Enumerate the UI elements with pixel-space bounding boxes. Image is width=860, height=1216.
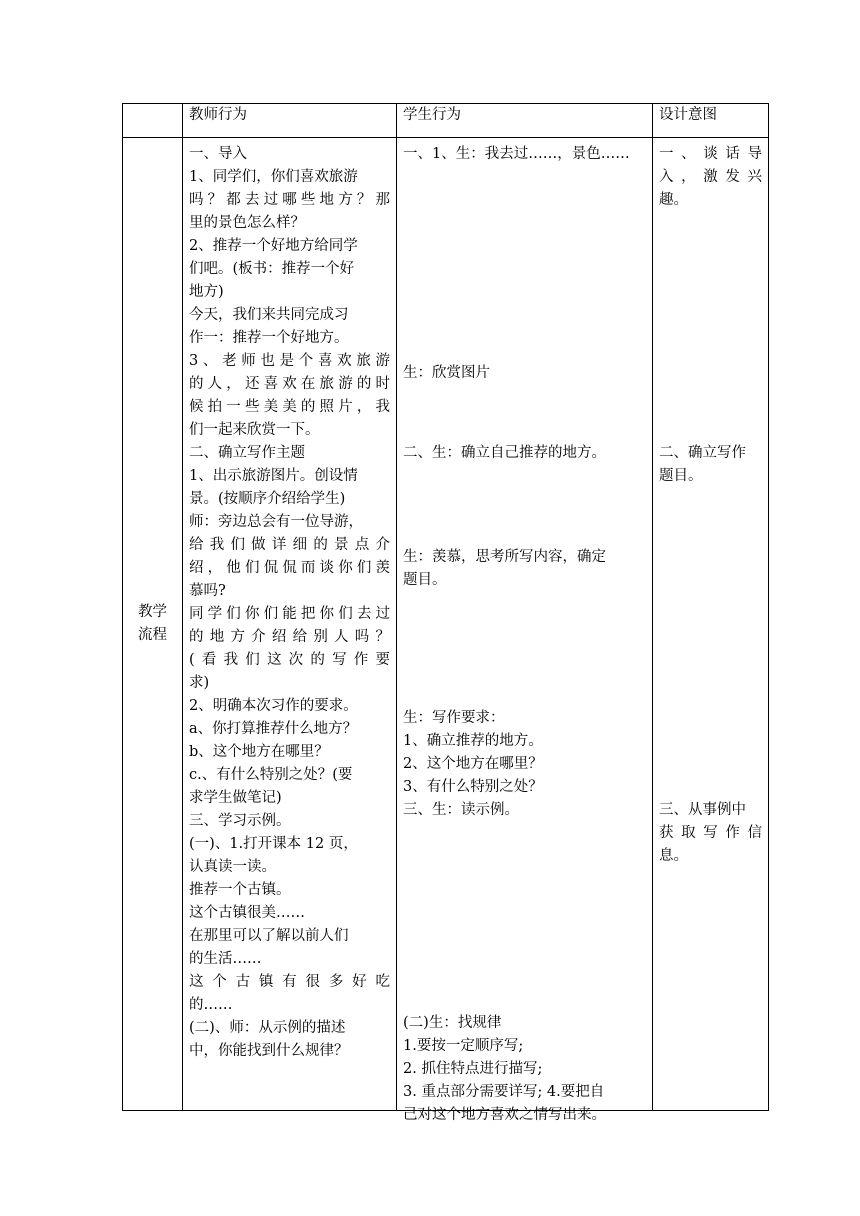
- teacher-line: 师：旁边总会有一位导游，: [189, 514, 363, 530]
- teacher-line: a、你打算推荐什么地方？: [189, 721, 358, 737]
- student-line: 2. 抓住特点进行描写;: [403, 1061, 543, 1078]
- student-line: 3. 重点部分需要详写; 4.要把自: [403, 1084, 605, 1101]
- student-line: 1.要按一定顺序写;: [403, 1038, 524, 1055]
- intent-line: 题目。: [659, 468, 703, 484]
- teacher-line: 一、导入: [189, 146, 247, 162]
- student-line: 二、生：确立自己推荐的地方。: [403, 445, 606, 461]
- teacher-line: 慕吗?: [189, 583, 226, 599]
- intent-line: 一、谈话导: [659, 146, 762, 162]
- teacher-line: 三、学习示例。: [189, 813, 291, 829]
- teacher-line: 二、确立写作主题: [189, 445, 305, 461]
- teacher-line: 中，你能找到什么规律？: [189, 1043, 349, 1059]
- teacher-line: 吗？都去过哪些地方？那: [189, 192, 390, 208]
- header-teacher: 教师行为: [183, 104, 397, 138]
- teacher-line: 景。(按顺序介绍给学生): [189, 491, 346, 507]
- teacher-line: 们吧。(板书：推荐一个好: [189, 261, 355, 277]
- teacher-line: 的生活……: [189, 951, 262, 967]
- body-row: [123, 138, 769, 1111]
- teacher-line: c.、有什么特别之处？(要: [189, 767, 353, 783]
- student-cell: [397, 138, 653, 1124]
- student-line: 生：欣赏图片: [403, 364, 490, 381]
- teacher-line: b、这个地方在哪里？: [189, 744, 329, 760]
- row-label-cell: [123, 138, 183, 1111]
- intent-line: 二、确立写作: [659, 445, 746, 461]
- teacher-line: 求): [189, 675, 210, 691]
- teacher-line: 今天，我们来共同完成习: [189, 307, 349, 323]
- teacher-line: 的……: [189, 997, 233, 1013]
- teacher-line: 的人，还喜欢在旅游的时: [189, 376, 390, 392]
- teacher-line: 同学们你们能把你们去过: [189, 606, 390, 622]
- intent-line: 三、从事例中: [659, 801, 746, 818]
- teacher-line: 2、推荐一个好地方给同学: [189, 238, 358, 254]
- teacher-line: (一)、1.打开课本 12 页，: [189, 836, 358, 852]
- teacher-line: 绍，他们侃侃而谈你们羡: [189, 560, 390, 576]
- header-intent: 设计意图: [653, 104, 769, 138]
- header-student: 学生行为: [397, 104, 653, 138]
- student-line: 生：写作要求：: [403, 709, 505, 726]
- student-line: 3、有什么特别之处？: [403, 778, 543, 795]
- lesson-plan-table: [122, 103, 769, 1124]
- intent-line: 息。: [659, 847, 688, 864]
- teacher-cell: [183, 138, 397, 1111]
- header-row: [123, 104, 769, 138]
- teacher-line: (二)、师：从示例的描述: [189, 1020, 346, 1036]
- teacher-line: 在那里可以了解以前人们: [189, 928, 349, 944]
- intent-line: 入，激发兴: [659, 169, 762, 185]
- student-line: 生：羡慕，思考所写内容，确定: [403, 548, 606, 565]
- teacher-line: 作一：推荐一个好地方。: [189, 330, 349, 346]
- student-line: 三、生：读示例。: [403, 801, 519, 818]
- row-label-line: 教学: [138, 604, 167, 620]
- intent-cell: [653, 138, 769, 1111]
- student-line: 2、这个地方在哪里？: [403, 755, 543, 772]
- teacher-line: 这个古镇有很多好吃: [189, 974, 390, 990]
- teacher-line: (看我们这次的写作要: [189, 652, 390, 668]
- student-line: 题目。: [403, 571, 447, 588]
- student-line: 一、1、生：我去过……，景色……: [403, 146, 630, 162]
- teacher-line: 的地方介绍给别人吗？: [189, 629, 390, 645]
- teacher-line: 给我们做详细的景点介: [189, 537, 390, 553]
- teacher-line: 3、老师也是个喜欢旅游: [189, 353, 390, 369]
- header-cell-empty: [123, 104, 183, 138]
- intent-line: 趣。: [659, 192, 688, 208]
- teacher-line: 认真读一读。: [189, 859, 276, 875]
- teacher-line: 求学生做笔记): [189, 790, 282, 806]
- teacher-line: 2、明确本次习作的要求。: [189, 698, 358, 714]
- teacher-line: 1、出示旅游图片。创设情: [189, 468, 358, 484]
- student-line: 己对这个地方喜欢之情写出来。: [403, 1107, 606, 1124]
- intent-line: 获取写作信: [659, 824, 762, 841]
- student-line: 1、确立推荐的地方。: [403, 732, 543, 749]
- student-line: (二)生：找规律: [403, 1015, 502, 1032]
- teacher-line: 这个古镇很美……: [189, 905, 305, 921]
- teacher-line: 里的景色怎么样？: [189, 215, 305, 231]
- teacher-line: 推荐一个古镇。: [189, 882, 291, 898]
- teacher-line: 们一起来欣赏一下。: [189, 422, 320, 438]
- teacher-line: 1、同学们，你们喜欢旅游: [189, 169, 358, 185]
- teacher-line: 地方): [189, 284, 224, 300]
- teacher-line: 候拍一些美美的照片，我: [189, 399, 390, 415]
- row-label-line: 流程: [138, 627, 167, 643]
